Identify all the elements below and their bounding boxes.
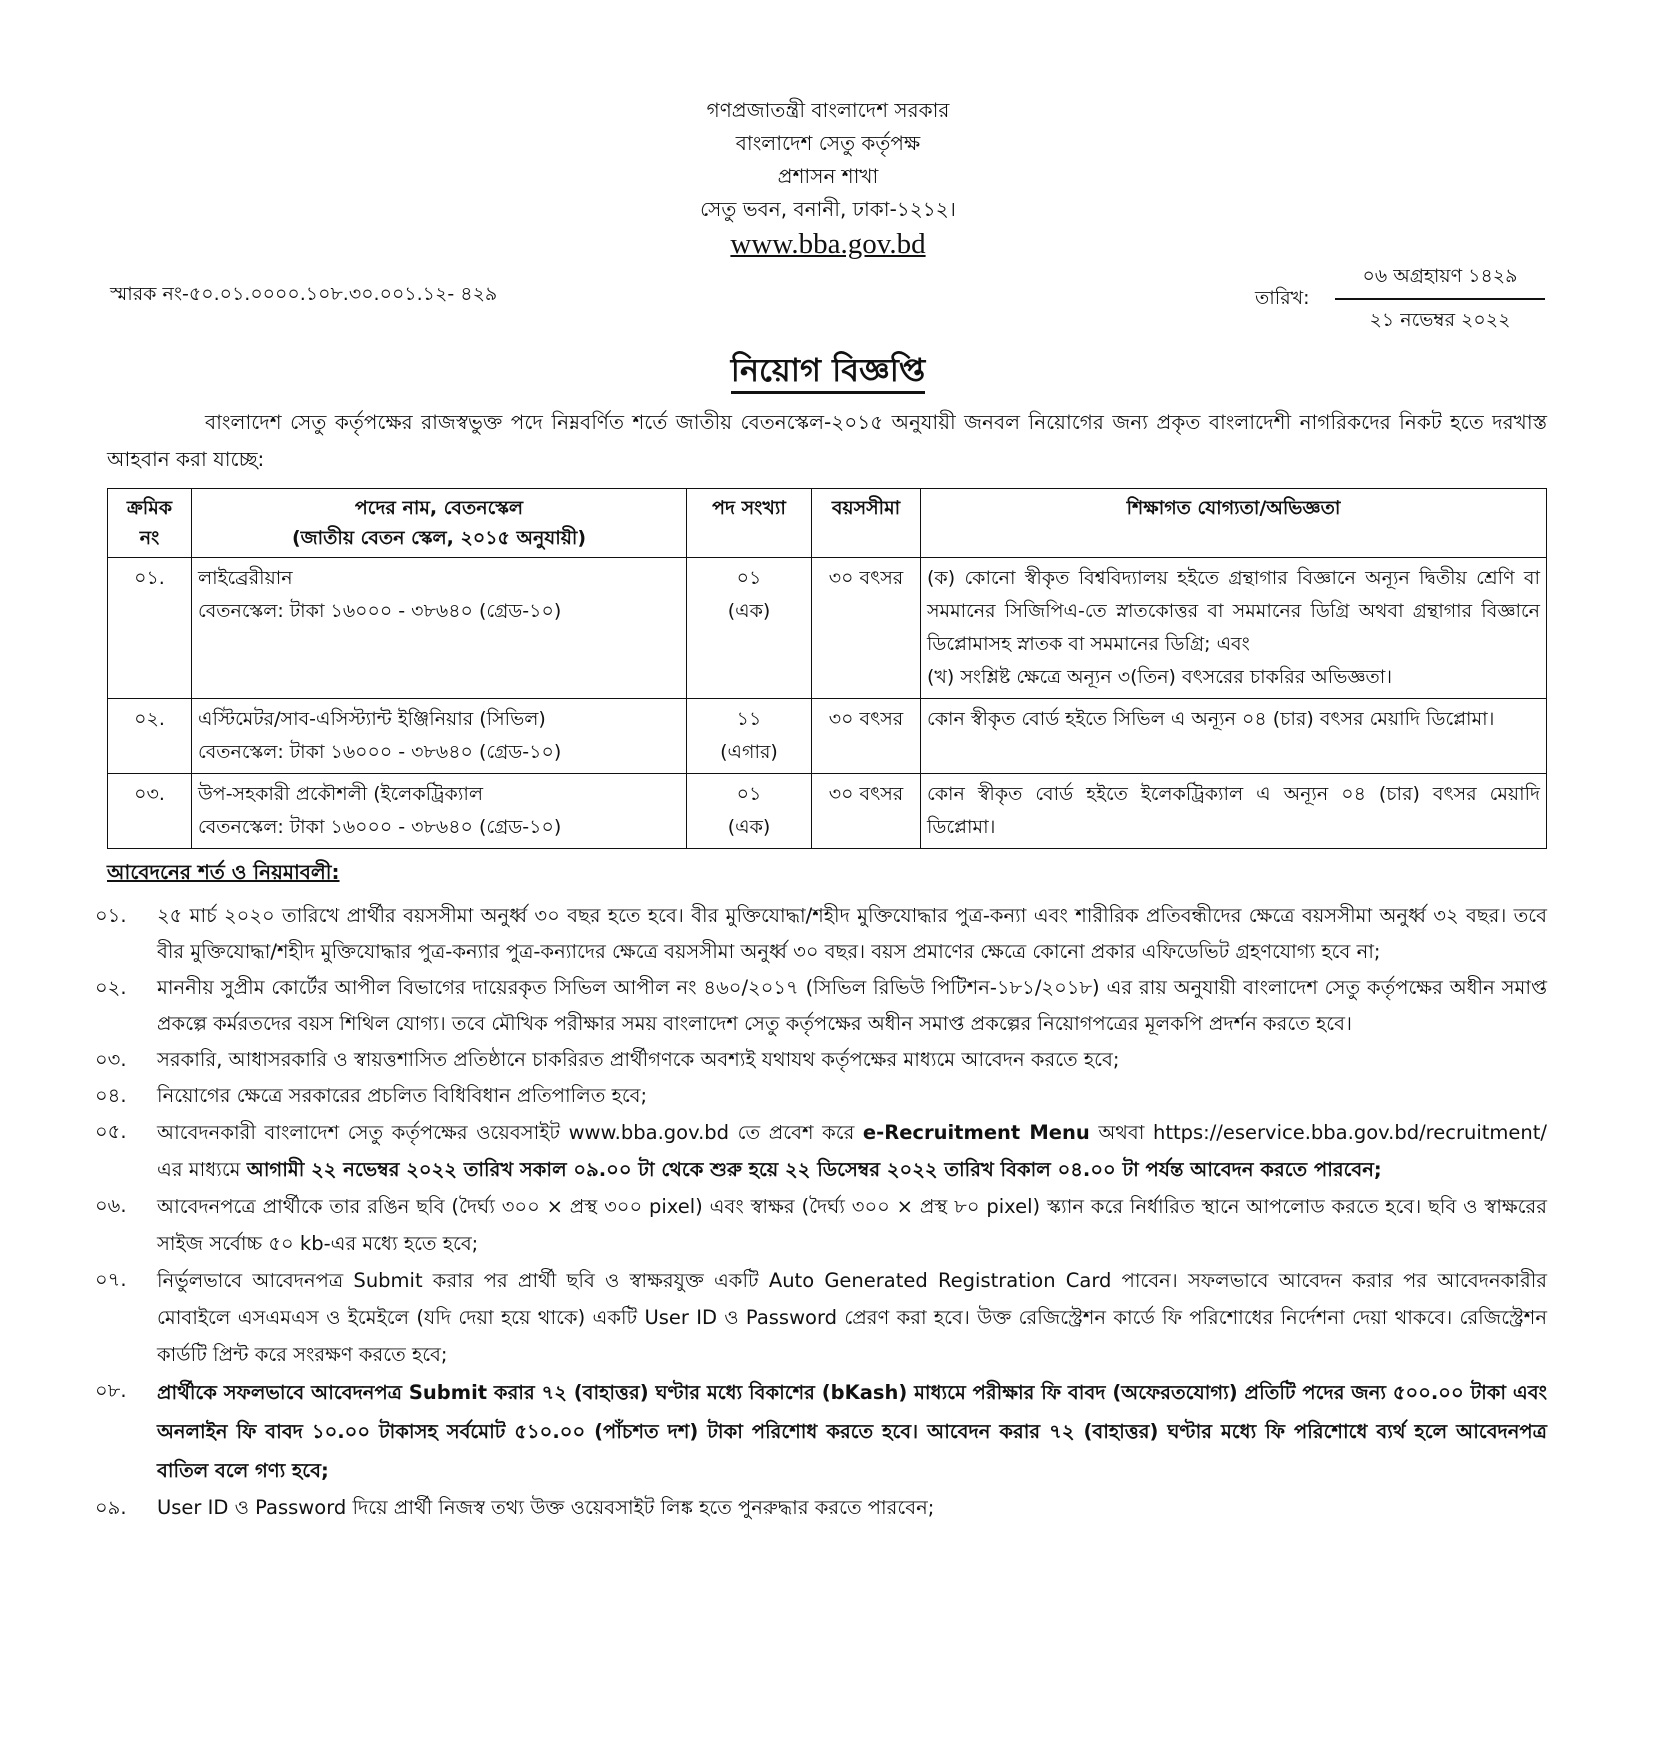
condition-text: নিয়োগের ক্ষেত্রে সরকারের প্রচলিত বিধিবিধান প্রতিপালিত হবে; [157, 1084, 648, 1107]
condition-text: প্রার্থীকে সফলভাবে আবেদনপত্র Submit করার ৭২ (বাহাত্তর) ঘণ্টার মধ্যে বিকাশের (bKash) মাধ্যমে পরীক্ষার ফি বাবদ (অফেরতযোগ্য) প্রতিটি পদের জন্য ৫০০.০০ টাকা এবং অনলাইন ফি বাবদ ১০.০০ টাকাসহ সর্বমোট ৫১০.০০ (পাঁচশত দশ) টাকা পরিশোধ করতে হবে। আবেদন করার ৭২ (বাহাত্তর) ঘণ্টার মধ্যে ফি পরিশোধে ব্যর্থ হলে আবেদনপত্র বাতিল বলে গণ্য হবে; [157, 1381, 1547, 1482]
intro-paragraph: বাংলাদেশ সেতু কর্তৃপক্ষের রাজস্বভুক্ত পদে নিম্নবর্ণিত শর্তে জাতীয় বেতনস্কেল-২০১৫ অনুযায়ী জনবল নিয়োগের জন্য প্রকৃত বাংলাদেশী নাগরিকদের নিকট হতে দরখাস্ত আহবান করা যাচ্ছে: [107, 410, 1547, 471]
condition-number: ০৬. [95, 1194, 127, 1217]
header-website-link[interactable]: www.bba.gov.bd [730, 228, 926, 260]
e-recruitment-menu: e-Recruitment Menu [862, 1121, 1090, 1144]
condition-text: মাননীয় সুপ্রীম কোর্টের আপীল বিভাগের দায়েরকৃত সিভিল আপীল নং ৪৬০/২০১৭ (সিভিল রিভিউ পিটিশন-১৮১/২০১৮) এর রায় অনুযায়ী বাংলাদেশ সেতু কর্তৃপক্ষের অধীন সমাপ্ত প্রকল্পে কর্মরতদের বয়স শিথিল যোগ্য। তবে মৌখিক পরীক্ষার সময় বাংলাদেশ সেতু কর্তৃপক্ষের অধীন সমাপ্ত প্রকল্পের নিয়োগপত্রের মূলকপি প্রদর্শন করতে হবে। [157, 976, 1547, 1035]
condition-number: ০৮. [95, 1379, 127, 1402]
condition-item [95, 1188, 1547, 1262]
condition-item [95, 898, 1547, 970]
notice-title-text: নিয়োগ বিজ্ঞপ্তি [731, 351, 925, 394]
post-name: এস্টিমেটর/সাব-এসিস্ট্যান্ট ইঞ্জিনিয়ার (সিভিল) [198, 708, 546, 730]
date-bangla: ০৬ অগ্রহায়ণ ১৪২৯ [1335, 262, 1545, 300]
header-branch: প্রশাসন শাখা [777, 164, 879, 188]
row-qualification: কোন স্বীকৃত বোর্ড হইতে সিভিল এ অন্যূন ০৪ (চার) বৎসর মেয়াদি ডিপ্লোমা। [921, 699, 1547, 774]
row-serial: ০২. [108, 699, 192, 774]
condition-text: নির্ভুলভাবে আবেদনপত্র Submit করার পর প্রার্থী ছবি ও স্বাক্ষরযুক্ত একটি Auto Generated Registration Card পাবেন। সফলভাবে আবেদন করার পর আবেদনকারীর মোবাইলে এসএমএস ও ইমেইলে (যদি দেয়া হয়ে থাকে) একটি User ID ও Password প্রেরণ করা হবে। উক্ত রেজিস্ট্রেশন কার্ডে ফি পরিশোধের নির্দেশনা দেয়া থাকবে। রেজিস্ট্রেশন কার্ডটি প্রিন্ট করে সংরক্ষণ করতে হবে; [157, 1269, 1547, 1366]
row-qualification: কোন স্বীকৃত বোর্ড হইতে ইলেকট্রিক্যাল এ অন্যূন ০৪ (চার) বৎসর মেয়াদি ডিপ্লোমা। [921, 774, 1547, 849]
header-serial: ক্রমিক নং [108, 489, 192, 558]
condition-item [95, 970, 1547, 1042]
header-government: গণপ্রজাতন্ত্রী বাংলাদেশ সরকার [706, 98, 950, 122]
table-row [108, 558, 1547, 699]
condition-number: ০৪. [95, 1084, 127, 1107]
condition-text: আবেদনকারী বাংলাদেশ সেতু কর্তৃপক্ষের ওয়েবসাইট www.bba.gov.bd তে প্রবেশ করে e-Recruitment Menu অথবা https://eservice.bba.gov.bd/recruitment/ এর মাধ্যমে আগামী ২২ নভেম্বর ২০২২ তারিখ সকাল ০৯.০০ টা থেকে শুরু হয়ে ২২ ডিসেম্বর ২০২২ তারিখ বিকাল ০৪.০০ টা পর্যন্ত আবেদন করতে পারবেন; [157, 1121, 1547, 1181]
table-row [108, 774, 1547, 849]
header-post: পদের নাম, বেতনস্কেল (জাতীয় বেতন স্কেল, ২০১৫ অনুযায়ী) [192, 489, 687, 558]
conditions-list [95, 898, 1547, 1526]
header-age: বয়সসীমা [812, 489, 921, 558]
condition-number: ০৯. [95, 1496, 127, 1519]
row-age: ৩০ বৎসর [812, 558, 921, 699]
row-qualification: (ক) কোনো স্বীকৃত বিশ্ববিদ্যালয় হইতে গ্রন্থাগার বিজ্ঞানে অন্যূন দ্বিতীয় শ্রেণি বা সমমানের সিজিপিএ-তে স্নাতকোত্তর বা সমমানের ডিগ্রি অথবা গ্রন্থাগার বিজ্ঞানে ডিপ্লোমাসহ স্নাতক বা সমমানের ডিগ্রি; এবং (খ) সংশ্লিষ্ট ক্ষেত্রে অন্যূন ৩(তিন) বৎসরের চাকরির অভিজ্ঞতা। [921, 558, 1547, 699]
row-count: ০১ (এক) [687, 774, 812, 849]
date-label: তারিখ: [1255, 287, 1310, 309]
memo-number: স্মারক নং-৫০.০১.০০০০.১০৮.৩০.০০১.১২- ৪২৯ [110, 283, 498, 305]
row-age: ৩০ বৎসর [812, 774, 921, 849]
row-count: ০১ (এক) [687, 558, 812, 699]
condition-number: ০৫. [95, 1120, 127, 1143]
condition-item [95, 1078, 1547, 1114]
conditions-heading: আবেদনের শর্ত ও নিয়মাবলী: [107, 860, 340, 884]
row-post [192, 774, 687, 849]
post-name: উপ-সহকারী প্রকৌশলী (ইলেকট্রিক্যাল [198, 783, 484, 805]
header-count: পদ সংখ্যা [687, 489, 812, 558]
vacancy-table [107, 488, 1547, 849]
header-qualification: শিক্ষাগত যোগ্যতা/অভিজ্ঞতা [921, 489, 1547, 558]
condition-number: ০৭. [95, 1268, 127, 1291]
post-name: লাইব্রেরীয়ান [198, 567, 293, 589]
notice-title [0, 345, 1656, 399]
condition-text: ২৫ মার্চ ২০২০ তারিখে প্রার্থীর বয়সসীমা অনুর্ধ্ব ৩০ বছর হতে হবে। বীর মুক্তিযোদ্ধা/শহীদ মুক্তিযোদ্ধার পুত্র-কন্যা এবং শারীরিক প্রতিবন্ধীদের ক্ষেত্রে বয়সসীমা অনুর্ধ্ব ৩২ বছর। তবে বীর মুক্তিযোদ্ধা/শহীদ মুক্তিযোদ্ধার পুত্র-কন্যার পুত্র-কন্যাদের ক্ষেত্রে বয়সসীমা অনুর্ধ্ব ৩০ বছর। বয়স প্রমাণের ক্ষেত্রে কোনো প্রকার এফিডেভিট গ্রহণযোগ্য হবে না; [157, 904, 1547, 963]
table-header-row [108, 489, 1547, 558]
row-serial: ০৩. [108, 774, 192, 849]
condition-text: আবেদনপত্রে প্রার্থীকে তার রঙিন ছবি (দৈর্ঘ্য ৩০০ × প্রস্থ ৩০০ pixel) এবং স্বাক্ষর (দৈর্ঘ্য ৩০০ × প্রস্থ ৮০ pixel) স্ক্যান করে নির্ধারিত স্থানে আপলোড করতে হবে। ছবি ও স্বাক্ষরের সাইজ সর্বোচ্চ ৫০ kb-এর মধ্যে হতে হবে; [157, 1195, 1547, 1255]
condition-text: সরকারি, আধাসরকারি ও স্বায়ত্তশাসিত প্রতিষ্ঠানে চাকরিরত প্রার্থীগণকে অবশ্যই যথাযথ কর্তৃপক্ষের মাধ্যমে আবেদন করতে হবে; [157, 1048, 1120, 1071]
condition-item [95, 1262, 1547, 1373]
condition-text: User ID ও Password দিয়ে প্রার্থী নিজস্ব তথ্য উক্ত ওয়েবসাইট লিঙ্ক হতে পুনরুদ্ধার করতে পারবেন; [157, 1496, 935, 1519]
condition-number: ০১. [95, 904, 127, 927]
application-period: আগামী ২২ নভেম্বর ২০২২ তারিখ সকাল ০৯.০০ টা থেকে শুরু হয়ে ২২ ডিসেম্বর ২০২২ তারিখ বিকাল ০৪.০০ টা পর্যন্ত আবেদন করতে পারবেন; [246, 1158, 1382, 1181]
row-post [192, 699, 687, 774]
condition-item [95, 1114, 1547, 1188]
date-english: ২১ নভেম্বর ২০২২ [1369, 309, 1511, 331]
header-address: সেতু ভবন, বনানী, ঢাকা-১২১২। [700, 197, 956, 221]
header-authority: বাংলাদেশ সেতু কর্তৃপক্ষ [735, 131, 921, 155]
row-age: ৩০ বৎসর [812, 699, 921, 774]
condition-item [95, 1042, 1547, 1078]
row-serial: ০১. [108, 558, 192, 699]
post-scale: বেতনস্কেল: টাকা ১৬০০০ - ৩৮৬৪০ (গ্রেড-১০) [198, 741, 562, 763]
table-row [108, 699, 1547, 774]
condition-item [95, 1373, 1547, 1490]
post-scale: বেতনস্কেল: টাকা ১৬০০০ - ৩৮৬৪০ (গ্রেড-১০) [198, 816, 562, 838]
condition-number: ০২. [95, 976, 127, 999]
post-scale: বেতনস্কেল: টাকা ১৬০০০ - ৩৮৬৪০ (গ্রেড-১০) [198, 600, 562, 622]
letterhead [0, 94, 1656, 262]
condition-number: ০৩. [95, 1048, 127, 1071]
row-post [192, 558, 687, 699]
date-values [1335, 262, 1545, 338]
condition-item [95, 1490, 1547, 1526]
row-count: ১১ (এগার) [687, 699, 812, 774]
